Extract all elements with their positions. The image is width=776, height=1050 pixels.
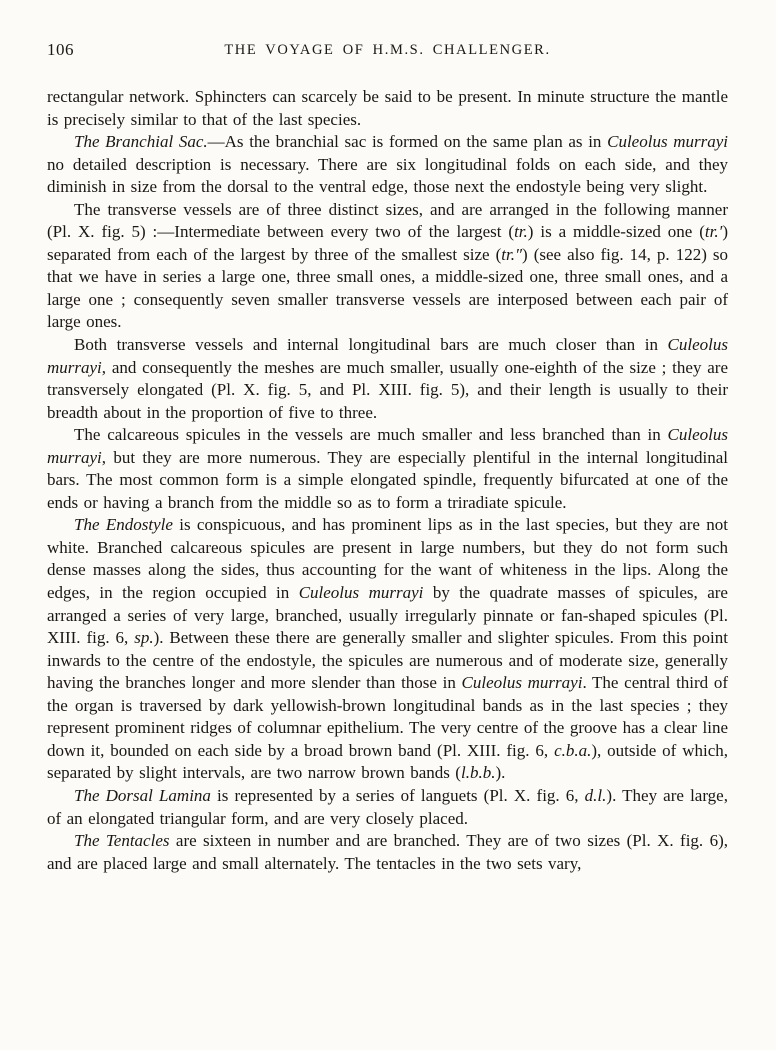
italic-text: The Endostyle	[74, 515, 173, 535]
italic-text: The Dorsal Lamina	[74, 785, 211, 805]
body-text: ).	[495, 763, 506, 783]
paragraph	[47, 830, 728, 875]
italic-text: Culeolus murrayi	[607, 132, 729, 152]
italic-text: d.l.	[584, 785, 607, 805]
italic-text: c.b.a.	[554, 740, 592, 760]
body-text: is represented by a series of languets (Pl. X. fig. 6,	[210, 785, 585, 805]
paragraph	[47, 131, 728, 199]
body-text: , but they are more numerous. They are especially plentiful in the internal longitudinal bars. The most common form is a simple elongated spindle, frequently bifurcated at one of the ends or having a branch from the middle so as to form a triradiate spicule.	[47, 447, 728, 512]
italic-text: Culeolus murrayi	[47, 425, 728, 467]
body-text: ) (see also fig. 14, p. 122) so that we have in series a large one, three small ones, a middle-sized one, three small ones, and a large one ; consequently seven smaller transverse vessels are interposed between each pair of large ones.	[47, 244, 728, 332]
running-title: THE VOYAGE OF H.M.S. CHALLENGER.	[224, 42, 551, 58]
paragraph	[47, 424, 728, 514]
body-text: are sixteen in number and are branched. They are of two sizes (Pl. X. fig. 6), and are placed large and small alternately. The tentacles in the two sets vary,	[47, 831, 728, 873]
italic-text: tr.″	[501, 244, 523, 264]
running-head	[47, 40, 728, 62]
italic-text: Culeolus murrayi	[461, 673, 583, 693]
paragraph	[47, 334, 728, 424]
body-text: Both transverse vessels and internal longitudinal bars are much closer than in	[74, 335, 668, 355]
body-text: , and consequently the meshes are much smaller, usually one-eighth of the size ; they are transversely elongated (Pl. X. fig. 5, and Pl. XIII. fig. 5), and their length is usually to their breadth about in the proportion of five to three.	[47, 357, 728, 422]
italic-text: tr.	[514, 222, 528, 242]
body-text: The transverse vessels are of three distinct sizes, and are arranged in the following manner (Pl. X. fig. 5) :—Intermediate between every two of the largest (	[47, 199, 728, 242]
italic-text: The Branchial Sac.	[74, 132, 208, 152]
italic-text: sp.	[134, 628, 154, 648]
paragraph	[47, 514, 728, 785]
italic-text: Culeolus murrayi	[298, 583, 424, 603]
paragraph	[47, 785, 728, 830]
page-body	[47, 86, 728, 875]
body-text: The calcareous spicules in the vessels are much smaller and less branched than in	[74, 425, 668, 445]
paragraph	[47, 199, 728, 334]
body-text: ). They are large, of an elongated triangular form, and are very closely placed.	[47, 785, 728, 828]
body-text: ), outside of which, separated by slight intervals, are two narrow brown bands (	[47, 740, 728, 783]
paragraph	[47, 86, 728, 131]
body-text: rectangular network. Sphincters can scarcely be said to be present. In minute structure the mantle is precisely similar to that of the last species.	[47, 87, 728, 129]
body-text: . The central third of the organ is traversed by dark yellowish-brown longitudinal bands as in the last species ; they represent prominent ridges of columnar epithelium. The very centre of the groove has a clear line down it, bounded on each side by a broad brown band (Pl. XIII. fig. 6,	[47, 673, 729, 760]
italic-text: Culeolus murrayi	[47, 335, 728, 377]
italic-text: l.b.b.	[460, 763, 496, 783]
body-text: is conspicuous, and has prominent lips as in the last species, but they are not white. Branched calcareous spicules are present in large numbers, but they do not form such dense masses along the sides, thus accounting for the want of whiteness in the lips. Along the edges, in the region occupied in	[47, 515, 728, 603]
italic-text: tr.′	[704, 222, 723, 242]
body-text: —As the branchial sac is formed on the same plan as in	[207, 132, 608, 152]
body-text: ). Between these there are generally smaller and slighter spicules. From this point inwards to the centre of the endostyle, the spicules are numerous and of moderate size, generally having the branches longer and more slender than those in	[47, 628, 728, 693]
body-text: no detailed description is necessary. There are six longitudinal folds on each side, and they diminish in size from the dorsal to the ventral edge, those next the endostyle being very slight.	[47, 154, 728, 197]
body-text: by the quadrate masses of spicules, are arranged a series of very large, branched, usually irregularly pinnate or fan-shaped spicules (Pl. XIII. fig. 6,	[47, 583, 728, 648]
italic-text: The Tentacles	[74, 831, 170, 851]
body-text: ) is a middle-sized one (	[527, 222, 705, 242]
body-text: ) separated from each of the largest by three of the smallest size (	[47, 222, 729, 264]
page-number: 106	[47, 40, 74, 59]
